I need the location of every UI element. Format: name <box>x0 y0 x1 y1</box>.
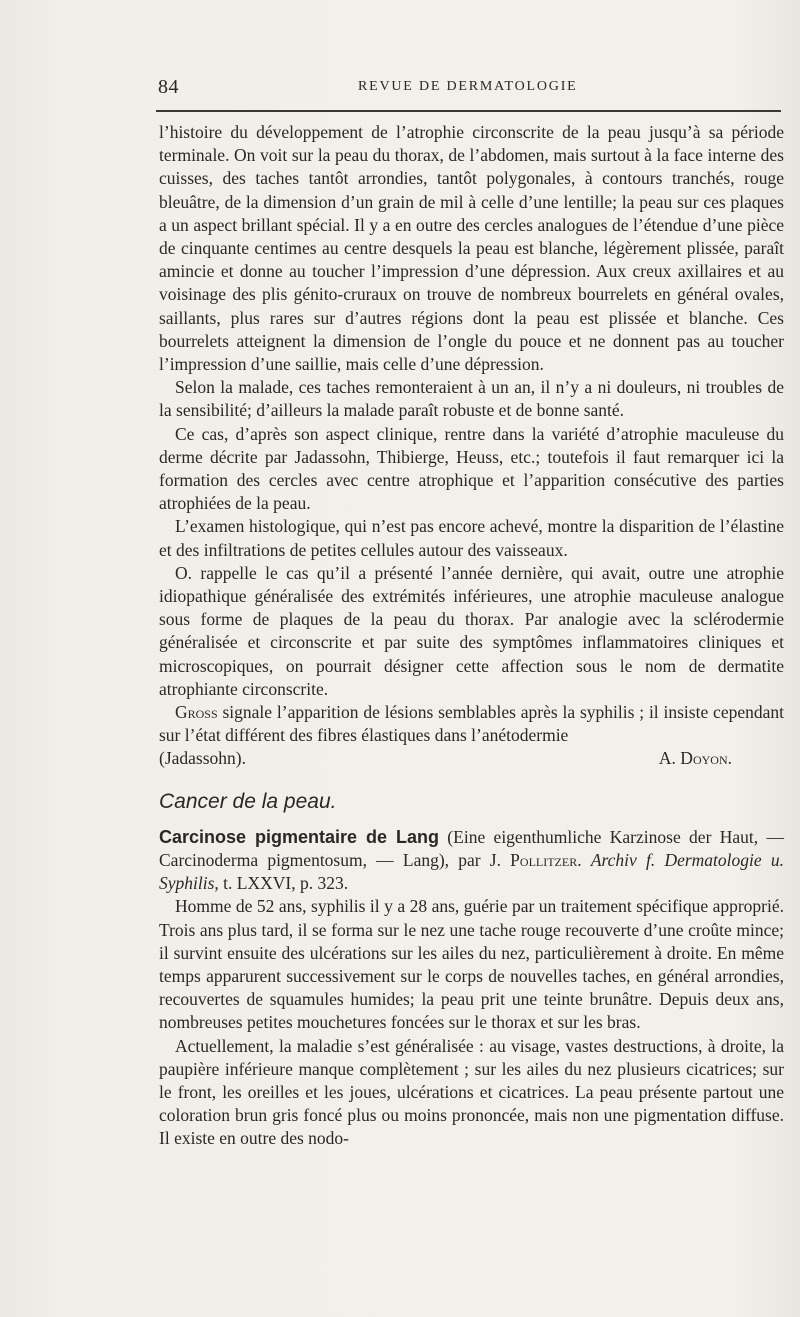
paragraph-onset: Selon la malade, ces taches remonteraient à un an, il n’y a ni douleurs, ni troubles de la sensibilité; d’ailleurs la malade paraît robuste et de bonne santé. <box>159 377 784 421</box>
paragraph-continuation: l’histoire du développement de l’atrophie circonscrite de la peau jusqu’à sa période terminale. On voit sur la peau du thorax, de l’abdomen, mais surtout à la face interne des cuisses, des taches tantôt arrondies, tantôt polygonales, à contours tranchés, rouge bleuâtre, de la dimension d’un grain de mil à celle d’une lentille; la peau sur ces plaques a un aspect brillant spécial. Il y a en outre des cercles analogues de l’étendue d’une pièce de cinquante centimes au centre desquels la peau est blanche, légèrement plissée, paraît amincie et donne au toucher l’impression d’une dépression. Aux creux axillaires et au voisinage des plis génito-cruraux on trouve de nombreux bourrelets en général ovales, saillants, plus rares sur d’autres régions dont la peau est plissée et blanche. Ces bourrelets atteignent la dimension de l’ongle du pouce et ne donnent pas au toucher l’impression d’une saillie, mais celle d’une dépression. <box>159 122 784 375</box>
author-name-gross: Gross <box>175 702 218 723</box>
signature-line <box>159 747 784 770</box>
page-number: 84 <box>158 76 179 98</box>
entry-citation-part-1: (Eine eigenthumliche Karzinose der Haut, — Carcinoderma pigmentosum, — Lang), par J. <box>159 826 784 870</box>
running-title: REVUE DE DERMATOLOGIE <box>358 79 578 94</box>
paragraph-gross-remark <box>159 701 784 747</box>
entry-paragraph-current-state: Actuellement, la maladie s’est généralisée : au visage, vastes destructions, à droite, la paupière inférieure manque complètement ; sur les ailes du nez plusieurs cicatrices; sur le front, les oreilles et les joues, ulcérations et cicatrices. La peau présente partout une coloration brun gris foncé plus ou moins prononcée, mais non une pigmentation diffuse. Il existe en outre des nodo- <box>159 1035 784 1149</box>
signature: A. Doyon. <box>658 748 732 769</box>
entry-heading <box>159 826 784 896</box>
paragraph-histology: L’examen histologique, qui n’est pas encore achevé, montre la disparition de l’élastine et des infiltrations de petites cellules autour des vaisseaux. <box>159 516 784 560</box>
entry-citation-part-2: . <box>577 849 591 870</box>
entry-citation-part-3: , t. LXXVI, p. 323. <box>214 873 349 894</box>
page-header <box>158 76 780 100</box>
citation-jadassohn: (Jadassohn). <box>159 748 246 769</box>
gross-remark-text: signale l’apparition de lésions semblables après la syphilis ; il insiste cependant sur l’état différent des fibres élastiques dans l’anétodermie <box>159 702 784 746</box>
header-rule <box>156 110 781 112</box>
paragraph-clinical-aspect: Ce cas, d’après son aspect clinique, rentre dans la variété d’atrophie maculeuse du derme décrite par Jadassohn, Thibierge, Heuss, etc.; toutefois il faut remarquer ici la formation des cercles avec centre atrophique et l’apparition consécutive des parties atrophiées de la peau. <box>159 423 784 514</box>
entry-title: Carcinose pigmentaire de Lang <box>159 826 439 847</box>
entry-paragraph-history: Homme de 52 ans, syphilis il y a 28 ans, guérie par un traitement spécifique approprié. Trois ans plus tard, il se forma sur le nez une tache rouge recouverte d’une croûte mince; il survint ensuite des ulcérations sur les ailes du nez, particulièrement à droite. En même temps apparurent successivement sur le corps de nouvelles taches, en général arrondies, recouvertes de squamules humides; la peau prit une teinte brunâtre. Depuis deux ans, nombreuses petites mouchetures foncées sur le thorax et sur les bras. <box>159 896 784 1033</box>
article-body <box>159 121 784 1151</box>
entry-author: Pollitzer <box>510 849 578 870</box>
section-title: Cancer de la peau. <box>159 790 337 814</box>
paragraph-discussion: O. rappelle le cas qu’il a présenté l’année dernière, qui avait, outre une atrophie idiopathique généralisée des extrémités inférieures, une atrophie maculeuse analogue sous forme de plaques de la peau du thorax. Par analogie avec la sclérodermie généralisée et circonscrite et par suite des symptômes inflammatoires cliniques et microscopiques, on pourrait désigner cette affection sous le nom de dermatite atrophiante circonscrite. <box>159 562 784 699</box>
entry-journal: Archiv f. Dermatologie u. Syphilis <box>159 849 784 894</box>
